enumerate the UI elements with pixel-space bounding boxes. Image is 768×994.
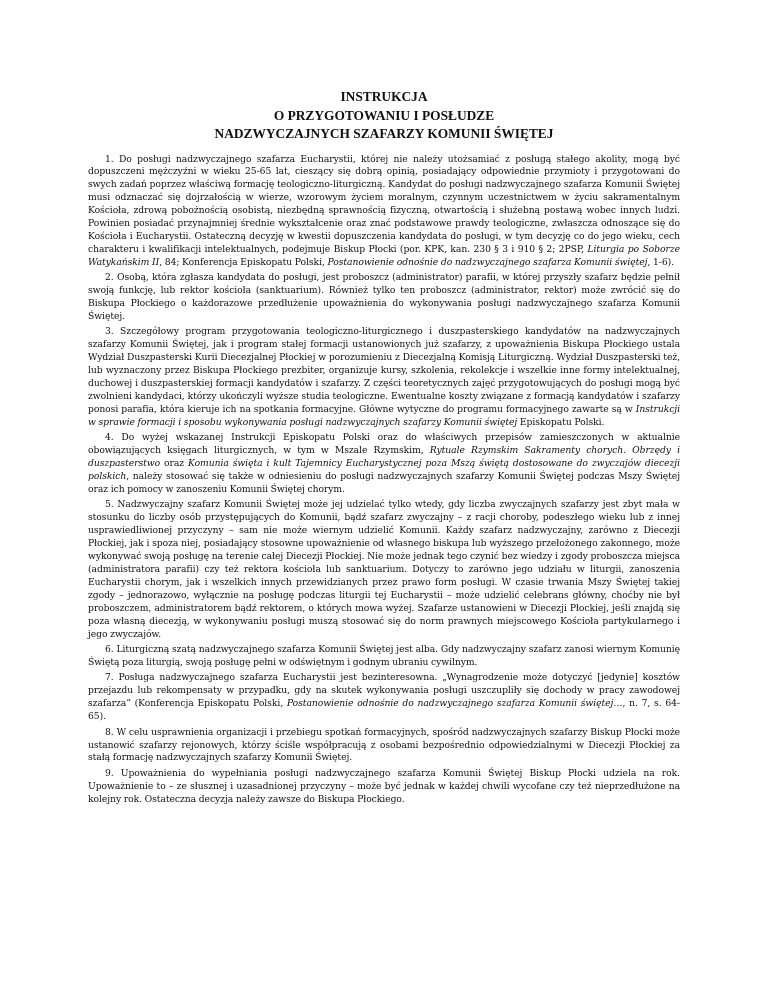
document-title [88, 88, 680, 144]
paragraph-4-text-c: , należy stosować się także w odniesieniu do posługi nadzwyczajnych szafarzy Komunii Świętej podczas Mszy Świętej oraz ich pomocy w zanoszeniu Komunii Świętej chorym. [88, 471, 680, 495]
paragraph-9-text: 9. Upoważnienia do wypełniania posługi nadzwyczajnego szafarza Komunii Świętej Biskup Płocki udziela na rok. Upoważnienie to – ze słusznej i uzasadnionej przyczyny – może być jednak w każdej chwili wycofane czy też nieprzedłużone na kolejny rok. Ostateczna decyzja należy zawsze do Biskupa Płockiego. [88, 767, 680, 805]
paragraph-5-text: 5. Nadzwyczajny szafarz Komunii Świętej może jej udzielać tylko wtedy, gdy liczba zwyczajnych szafarzy jest zbyt mała w stosunku do liczby osób przystępujących do Komunii, bądź szafarz zwyczajny – z racji choroby, podeszłego wieku lub z innej usprawiedliwionej przyczyny – sam nie może wiernym udzielić Komunii. Każdy szafarz nadzwyczajny, zarówno z Diecezji Płockiej, jak i spoza niej, posiadający stosowne upoważnienie od własnego biskupa lub wyższego przełożonego zakonnego, może wykonywać swoją posługę na terenie całej Diecezji Płockiej. Nie może jednak tego czynić bez wiedzy i zgody proboszcza miejsca (administratora parafii) czy też rektora kościoła lub sanktuarium. Dotyczy to zarówno jego udziału w liturgii, zanoszenia Eucharystii chorym, jak i wszelkich innych przewidzianych przez prawo form posługi. W czasie trwania Mszy Świętej takiej zgody – jednorazowo, wyłącznie na posługę podczas liturgii tej Eucharystii – może udzielić celebrans główny, choćby nie był proboszczem, administratorem bądź rektorem, o których mowa wyżej. Szafarze ustanowieni w Diecezji Płockiej, jeśli znajdą się poza własną diecezją, w wykonywaniu posługi muszą stosować się do norm prawnych miejscowego Kościoła partykularnego i jego zwyczajów. [88, 499, 680, 640]
paragraph-1-text-c: , 1-6). [647, 256, 675, 268]
paragraph-9 [88, 768, 680, 807]
paragraph-7-text-b: , n. 7, s. 64-65). [88, 698, 680, 723]
paragraph-6 [88, 644, 680, 670]
paragraph-1-italic-a: Liturgia po Soborze Watykańskim II [88, 243, 681, 268]
title-line-2: O PRZYGOTOWANIU I POSŁUDZE [273, 107, 495, 123]
title-line-1: INSTRUKCJA [340, 89, 428, 104]
paragraph-4-text-a: 4. Do wyżej wskazanej Instrukcji Episkopatu Polski oraz do właściwych przepisów zamieszczonych w aktualnie obowiązujących księgach liturgicznych, w tym w Mszale Rzymskim, [88, 432, 680, 457]
paragraph-7-text-a: 7. Posługa nadzwyczajnego szafarza Eucharystii jest bezinteresowna. „Wynagrodzenie może dotyczyć [jedynie] kosztów przejazdu lub rekompensaty w przypadku, gdy na skutek wykonywania posługi uszczupliły się dochody w pracy zawodowej szafarza” (Konferencja Episkopatu Polski, [88, 672, 680, 710]
paragraph-3-italic-a: Instrukcji w sprawie formacji i sposobu wykonywania posługi nadzwyczajnych szafarzy Komunii świętej [88, 403, 680, 428]
paragraph-7-italic-a: Postanowienie odnośnie do nadzwyczajnego szafarza Komunii świętej… [286, 698, 623, 710]
paragraph-3-text-b: Episkopatu Polski. [517, 416, 605, 428]
paragraph-1-italic-b: Postanowienie odnośnie do nadzwyczajnego szafarza Komunii świętej [327, 256, 648, 268]
paragraph-8-text: 8. W celu usprawnienia organizacji i przebiegu spotkań formacyjnych, spośród nadzwyczajnych szafarzy Biskup Płocki może ustanowić szafarzy rejonowych, którzy ściśle współpracują z osobami bezpośrednio odpowiedzialnymi w Diecezji Płockiej za stałą formację nadzwyczajnych szafarzy Komunii Świętej. [88, 726, 680, 764]
paragraph-1 [88, 154, 680, 270]
paragraph-4-italic-a: Rytuale Rzymskim Sakramenty chorych. Obrzędy i duszpasterstwo [88, 445, 680, 470]
paragraph-4-text-b: oraz [160, 458, 188, 470]
paragraph-5 [88, 499, 680, 641]
paragraph-8 [88, 727, 680, 766]
paragraph-2 [88, 272, 680, 324]
paragraph-2-text: 2. Osobą, która zgłasza kandydata do posługi, jest proboszcz (administrator) parafii, w której przyszły szafarz będzie pełnił swoją funkcję, lub rektor kościoła (sanktuarium). Również tylko ten proboszcz (administrator, rektor) może zwrócić się do Biskupa Płockiego o każdorazowe przedłużenie upoważnienia do wykonywania posługi nadzwyczajnego szafarza Komunii Świętej. [88, 272, 680, 322]
paragraph-4-italic-b: Komunia święta i kult Tajemnicy Eucharystycznej poza Mszą świętą dostosowane do zwyczajów diecezji polskich [88, 458, 680, 483]
paragraph-6-text: 6. Liturgiczną szatą nadzwyczajnego szafarza Komunii Świętej jest alba. Gdy nadzwyczajny szafarz zanosi wiernym Komunię Świętą poza liturgią, swoją posługę pełni w odświętnym i godnym ubraniu cywilnym. [88, 644, 680, 668]
paragraph-1-text-a: 1. Do posługi nadzwyczajnego szafarza Eucharystii, której nie należy utożsamiać z posługą stałego akolity, mogą być dopuszczeni mężczyźni w wieku 25-65 lat, cieszący się dobrą opinią, posiadający odpowiednie przymioty i przygotowani do swych zadań poprzez właściwą formację teologiczno-liturgiczną. Kandydat do posługi nadzwyczajnego szafarza Komunii Świętej musi odznaczać się dojrzałością w wierze, wzorowym życiem moralnym, czynnym uczestnictwem w życiu sakramentalnym Kościoła, zdrową pobożnością osobistą, niezbędną sprawnością fizyczną, otwartością i służebną postawą wobec innych ludzi. Powinien posiadać przynajmniej średnie wykształcenie oraz znać podstawowe prawdy teologiczne, zwłaszcza odnoszące się do Kościoła i Eucharystii. Ostateczną decyzję w kwestii dopuszczenia kandydata do posługi, w tym decyzję co do jego wieku, cech charakteru i kwalifikacji intelektualnych, podejmuje Biskup Płocki (por. KPK, kan. 230 § 3 i 910 § 2; 2PSP, [88, 153, 680, 255]
title-line-3: NADZWYCZAJNYCH SZAFARZY KOMUNII ŚWIĘTEJ [214, 126, 554, 141]
paragraph-7 [88, 672, 680, 724]
paragraph-3-text-a: 3. Szczegółowy program przygotowania teologiczno-liturgicznego i duszpasterskiego kandydatów na nadzwyczajnych szafarzy Komunii Świętej, jak i program stałej formacji ustanowionych już szafarzy, z upoważnienia Biskupa Płockiego ustala Wydział Duszpasterski Kurii Diecezjalnej Płockiej w porozumieniu z Diecezjalną Komisją Liturgiczną. Wydział Duszpasterski też, lub wyznaczony przez Biskupa Płockiego prezbiter, organizuje kursy, szkolenia, rekolekcje i wszelkie inne formy intelektualnej, duchowej i duszpasterskiej formacji kandydatów i szafarzy. Z części teoretycznych zajęć przygotowujących do posługi mogą być zwolnieni kandydaci, którzy ukończyli wyższe studia teologiczne. Ewentualne koszty związane z formacją kandydatów i szafarzy ponosi parafia, która kieruje ich na spotkania formacyjne. Główne wytyczne do programu formacyjnego zawarte są w [88, 326, 680, 415]
paragraph-4 [88, 432, 680, 497]
paragraph-3 [88, 326, 680, 429]
paragraph-1-text-b: , 84; Konferencja Episkopatu Polski, [159, 256, 328, 268]
